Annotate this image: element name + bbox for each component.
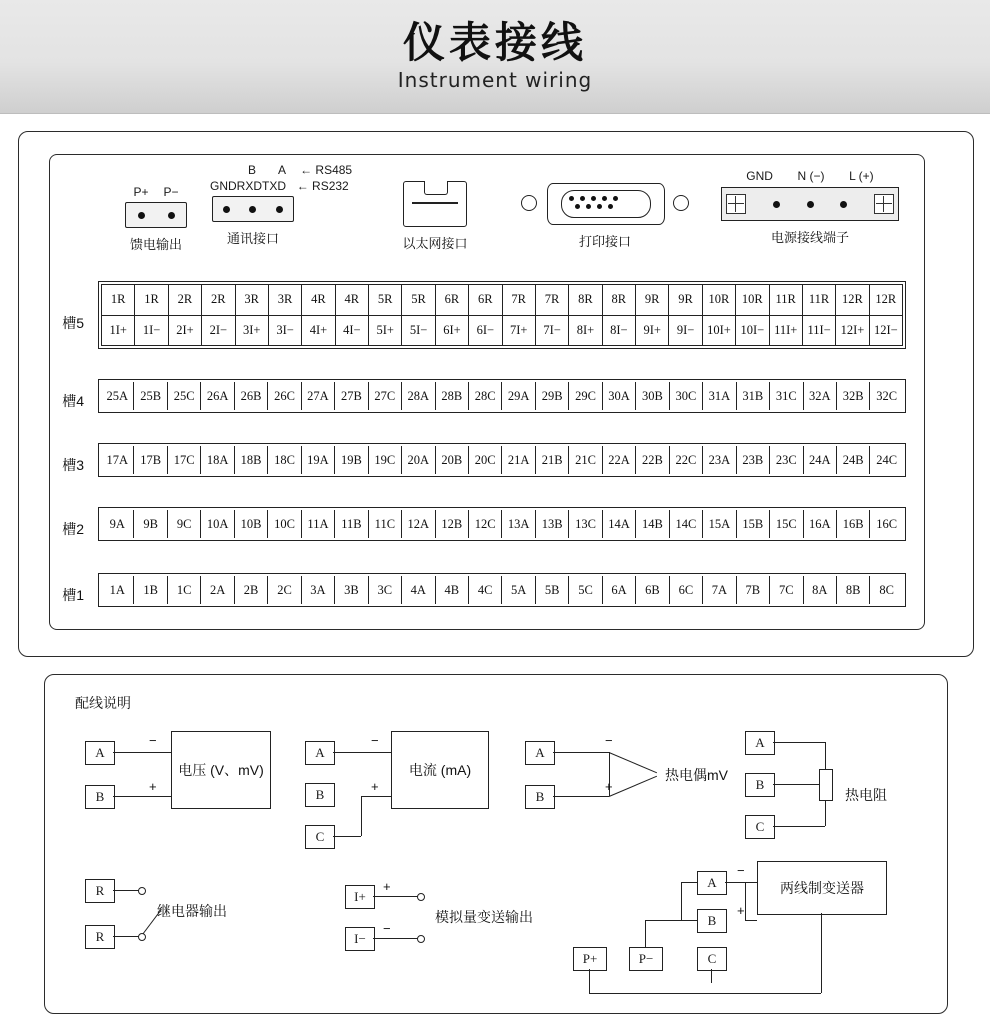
terminal-cell[interactable]: 2A: [201, 576, 234, 604]
twt-sign-plus: +: [737, 903, 745, 918]
terminal-inner-panel: [49, 154, 925, 630]
terminal-cell[interactable]: 15C: [770, 510, 803, 538]
terminal-cell[interactable]: 24C: [876, 452, 898, 467]
wire: [711, 969, 712, 983]
terminal-cell[interactable]: 19A: [302, 446, 335, 474]
current-terminal-c[interactable]: C: [305, 825, 335, 849]
comm-terminal-block[interactable]: [212, 196, 294, 222]
wire: [773, 826, 825, 827]
terminal-cell[interactable]: 23A: [703, 446, 736, 474]
slot3-strip[interactable]: [98, 443, 906, 477]
terminal-cell[interactable]: 3R: [269, 285, 302, 315]
terminal-cell[interactable]: 13B: [536, 510, 569, 538]
current-sign-minus: −: [371, 733, 379, 748]
terminal-cell[interactable]: 26A: [201, 382, 234, 410]
wire: [745, 882, 746, 920]
wire: [645, 920, 646, 947]
analog-sign-minus: −: [383, 921, 391, 936]
terminal-cell[interactable]: 3I+: [236, 316, 269, 346]
terminal-cell[interactable]: 3B: [335, 576, 368, 604]
terminal-cell[interactable]: 18C: [268, 446, 301, 474]
analog-sign-plus: +: [383, 879, 391, 894]
slot4-row: [101, 382, 903, 410]
terminal-cell[interactable]: 11R: [770, 285, 803, 315]
terminal-cell[interactable]: 9I−: [669, 316, 702, 346]
terminal-cell[interactable]: 11B: [335, 510, 368, 538]
terminal-cell[interactable]: 31A: [703, 382, 736, 410]
terminal-cell[interactable]: 12B: [436, 510, 469, 538]
terminal-cell[interactable]: 5A: [502, 576, 535, 604]
terminal-cell[interactable]: 4R: [302, 285, 335, 315]
terminal-cell[interactable]: 2B: [235, 576, 268, 604]
terminal-cell[interactable]: 17C: [168, 446, 201, 474]
slot5-strip[interactable]: [98, 281, 906, 349]
terminal-cell[interactable]: 16A: [804, 510, 837, 538]
terminal-cell[interactable]: 4C: [469, 576, 502, 604]
terminal-cell[interactable]: 19C: [369, 446, 402, 474]
wire: [113, 752, 171, 753]
terminal-cell[interactable]: 7C: [770, 576, 803, 604]
terminal-cell[interactable]: 1A: [101, 576, 134, 604]
wire: [553, 752, 609, 753]
terminal-cell[interactable]: 10R: [703, 285, 736, 315]
terminal-cell[interactable]: 5I−: [402, 316, 435, 346]
wire: [745, 920, 757, 921]
terminal-cell[interactable]: 4R: [336, 285, 369, 315]
terminal-cell[interactable]: 27C: [369, 382, 402, 410]
wiring-title: 配线说明: [75, 695, 131, 711]
wire: [361, 796, 391, 797]
terminal-cell[interactable]: 30C: [670, 382, 703, 410]
terminal-cell[interactable]: 8A: [804, 576, 837, 604]
connector-power-terminal[interactable]: [710, 169, 910, 246]
page-subtitle: Instrument wiring: [397, 67, 593, 92]
terminal-cell[interactable]: 26C: [268, 382, 301, 410]
terminal-cell[interactable]: 28C: [469, 382, 502, 410]
terminal-cell[interactable]: 15B: [737, 510, 770, 538]
terminal-cell[interactable]: 6C: [670, 576, 703, 604]
slot4-label: 槽4: [62, 393, 84, 409]
terminal-cell[interactable]: 2C: [268, 576, 301, 604]
terminal-cell[interactable]: 19B: [335, 446, 368, 474]
terminal-cell[interactable]: 14C: [670, 510, 703, 538]
rs485-label: ← RS485: [300, 163, 353, 177]
terminal-cell[interactable]: 9R: [669, 285, 702, 315]
slot1-row: [101, 576, 903, 604]
feed-terminal-block[interactable]: [125, 202, 187, 228]
terminal-cell[interactable]: 30B: [636, 382, 669, 410]
terminal-cell[interactable]: 5R: [369, 285, 402, 315]
terminal-cell[interactable]: 22C: [670, 446, 703, 474]
terminal-cell[interactable]: 9R: [636, 285, 669, 315]
power-pin-l: L (+): [849, 169, 874, 183]
analog-terminal-im[interactable]: I−: [345, 927, 375, 951]
terminal-cell[interactable]: 4B: [436, 576, 469, 604]
terminal-cell[interactable]: 27A: [302, 382, 335, 410]
analog-terminal-ip[interactable]: I+: [345, 885, 375, 909]
slot5-row-bottom: [102, 316, 902, 346]
power-pin-n: N (−): [797, 169, 825, 183]
terminal-cell[interactable]: 12I+: [836, 316, 869, 346]
terminal-cell[interactable]: 5I+: [369, 316, 402, 346]
terminal-cell[interactable]: 1I−: [135, 316, 168, 346]
wire: [553, 796, 609, 797]
terminal-cell[interactable]: 2I+: [169, 316, 202, 346]
terminal-cell[interactable]: 11I+: [770, 316, 803, 346]
wire: [333, 752, 391, 753]
terminal-cell[interactable]: 29C: [569, 382, 602, 410]
rtd-resistor-icon: [819, 769, 833, 801]
terminal-dot: [773, 201, 780, 208]
terminal-cell[interactable]: 7I+: [503, 316, 536, 346]
terminal-cell[interactable]: 17A: [101, 446, 134, 474]
rtd-terminal-c[interactable]: C: [745, 815, 775, 839]
feed-pin-label-2: P−: [163, 185, 179, 199]
terminal-cell[interactable]: 3A: [302, 576, 335, 604]
connector-feed-output[interactable]: [108, 185, 204, 253]
rs485-annotation-row: [210, 163, 353, 177]
twt-box: 两线制变送器: [757, 861, 887, 915]
terminal-cell[interactable]: 1R: [102, 285, 135, 315]
current-terminal-a[interactable]: A: [305, 741, 335, 765]
comm-pin-gnd: GND: [210, 179, 237, 193]
voltage-terminal-a[interactable]: A: [85, 741, 115, 765]
rs232-label: ← RS232: [296, 179, 349, 193]
twt-terminal-pminus[interactable]: P−: [629, 947, 663, 971]
current-box: 电流 (mA): [391, 731, 489, 809]
slot1-label: 槽1: [62, 587, 84, 603]
terminal-cell[interactable]: 30A: [603, 382, 636, 410]
terminal-cell[interactable]: 9A: [101, 510, 134, 538]
voltage-sign-minus: −: [149, 733, 157, 748]
terminal-dot: [168, 212, 175, 219]
terminal-cell[interactable]: 6R: [436, 285, 469, 315]
page-title: 仪表接线: [402, 19, 587, 67]
wire: [681, 920, 697, 921]
slot5-rows: [101, 284, 903, 346]
slot2-label: 槽2: [62, 521, 84, 537]
terminal-cell[interactable]: 21A: [502, 446, 535, 474]
terminal-cell[interactable]: 4I+: [302, 316, 335, 346]
terminal-cell[interactable]: 23C: [770, 446, 803, 474]
terminal-cell[interactable]: 11C: [369, 510, 402, 538]
terminal-cell[interactable]: 4A: [402, 576, 435, 604]
tc-sign-plus: +: [605, 779, 613, 794]
terminal-cell[interactable]: 31B: [737, 382, 770, 410]
terminal-cell[interactable]: 1R: [135, 285, 168, 315]
terminal-cell[interactable]: 16C: [876, 516, 898, 531]
rtd-terminal-a[interactable]: A: [745, 731, 775, 755]
terminal-cell[interactable]: 23B: [737, 446, 770, 474]
wiring-instructions-panel: [44, 674, 948, 1014]
tc-sign-minus: −: [605, 733, 613, 748]
analog-node: [417, 893, 425, 901]
wire: [773, 742, 825, 743]
terminal-cell[interactable]: 15A: [703, 510, 736, 538]
terminal-cell[interactable]: 13C: [569, 510, 602, 538]
terminal-cell[interactable]: 18B: [235, 446, 268, 474]
terminal-cell[interactable]: 4I−: [336, 316, 369, 346]
terminal-cell[interactable]: 22A: [603, 446, 636, 474]
wire: [681, 882, 697, 883]
terminal-cell[interactable]: 7I−: [536, 316, 569, 346]
terminal-cell[interactable]: 8I+: [569, 316, 602, 346]
printer-label: 打印接口: [578, 234, 631, 249]
power-terminal-block[interactable]: [721, 187, 899, 221]
terminal-cell[interactable]: 14B: [636, 510, 669, 538]
db9-icon: [515, 181, 695, 225]
terminal-cell[interactable]: 3R: [236, 285, 269, 315]
terminal-cell[interactable]: 8B: [837, 576, 870, 604]
current-terminal-b[interactable]: B: [305, 783, 335, 807]
terminal-cell[interactable]: 8R: [569, 285, 602, 315]
terminal-cell[interactable]: 8I−: [603, 316, 636, 346]
wire: [113, 936, 141, 937]
terminal-cell[interactable]: 11A: [302, 510, 335, 538]
terminal-cell[interactable]: 32C: [876, 388, 898, 403]
terminal-cell[interactable]: 17B: [134, 446, 167, 474]
terminal-cell[interactable]: 10I+: [703, 316, 736, 346]
voltage-box: 电压 (V、mV): [171, 731, 271, 809]
terminal-cell[interactable]: 20C: [469, 446, 502, 474]
terminal-cell[interactable]: 6R: [469, 285, 502, 315]
voltage-terminal-b[interactable]: B: [85, 785, 115, 809]
wire: [773, 784, 825, 785]
terminal-cell[interactable]: 28A: [402, 382, 435, 410]
terminal-cell[interactable]: 12R: [875, 292, 897, 307]
slot5-label: 槽5: [62, 315, 84, 331]
analog-output-label: 模拟量变送输出: [435, 909, 533, 925]
terminal-cell[interactable]: 2R: [202, 285, 235, 315]
wire: [821, 913, 822, 993]
terminal-cell[interactable]: 1I+: [102, 316, 135, 346]
terminal-cell[interactable]: 24A: [804, 446, 837, 474]
terminal-cell[interactable]: 12R: [836, 285, 869, 315]
terminal-cell[interactable]: 11I−: [803, 316, 836, 346]
slot4-strip[interactable]: [98, 379, 906, 413]
rtd-terminal-b[interactable]: B: [745, 773, 775, 797]
terminal-cell[interactable]: 8C: [879, 582, 894, 597]
analog-node: [417, 935, 425, 943]
terminal-cell[interactable]: 7R: [503, 285, 536, 315]
thermocouple-label: 热电偶mV: [665, 767, 728, 783]
terminal-cell[interactable]: 3C: [369, 576, 402, 604]
wire: [609, 776, 657, 797]
terminal-panel: [18, 131, 974, 657]
tc-terminal-b[interactable]: B: [525, 785, 555, 809]
terminal-dot: [138, 212, 145, 219]
terminal-cell[interactable]: 25C: [168, 382, 201, 410]
twt-terminal-c[interactable]: C: [697, 947, 727, 971]
terminal-cell[interactable]: 27B: [335, 382, 368, 410]
wire: [333, 836, 361, 837]
wire: [361, 796, 362, 836]
terminal-cell[interactable]: 10R: [736, 285, 769, 315]
screw-icon: [874, 194, 894, 214]
feed-pin-label-1: P+: [133, 185, 149, 199]
page-header: [0, 0, 990, 114]
wire: [645, 920, 681, 921]
terminal-cell[interactable]: 6B: [636, 576, 669, 604]
terminal-cell[interactable]: 7B: [737, 576, 770, 604]
terminal-cell[interactable]: 20A: [402, 446, 435, 474]
twt-sign-minus: −: [737, 863, 745, 878]
terminal-cell[interactable]: 26B: [235, 382, 268, 410]
terminal-cell[interactable]: 10B: [235, 510, 268, 538]
terminal-cell[interactable]: 8R: [603, 285, 636, 315]
rtd-label: 热电阻: [845, 787, 887, 803]
terminal-cell[interactable]: 7R: [536, 285, 569, 315]
terminal-cell[interactable]: 31C: [770, 382, 803, 410]
feed-output-label: 馈电输出: [129, 237, 182, 252]
current-sign-plus: +: [371, 779, 379, 794]
terminal-cell[interactable]: 24B: [837, 446, 870, 474]
terminal-cell[interactable]: 2R: [169, 285, 202, 315]
terminal-cell[interactable]: 3I−: [269, 316, 302, 346]
comm-pin-rxd: RXD: [236, 179, 263, 193]
terminal-cell[interactable]: 5C: [569, 576, 602, 604]
terminal-cell[interactable]: 18A: [201, 446, 234, 474]
slot2-row: [101, 510, 903, 538]
wire: [725, 882, 757, 883]
terminal-cell[interactable]: 25A: [101, 382, 134, 410]
voltage-sign-plus: +: [149, 779, 157, 794]
terminal-cell[interactable]: 29B: [536, 382, 569, 410]
relay-output-label: 继电器输出: [157, 903, 227, 919]
terminal-cell[interactable]: 21C: [569, 446, 602, 474]
terminal-dot: [276, 206, 283, 213]
comm-top-pin-a: A: [278, 163, 286, 177]
terminal-cell[interactable]: 10C: [268, 510, 301, 538]
terminal-cell[interactable]: 13A: [502, 510, 535, 538]
terminal-cell[interactable]: 16B: [837, 510, 870, 538]
wire: [373, 896, 419, 897]
rj45-icon: [403, 181, 467, 227]
terminal-dot: [840, 201, 847, 208]
terminal-cell[interactable]: 25B: [134, 382, 167, 410]
terminal-cell[interactable]: 6I+: [436, 316, 469, 346]
wire: [373, 938, 419, 939]
tc-terminal-a[interactable]: A: [525, 741, 555, 765]
terminal-cell[interactable]: 11R: [803, 285, 836, 315]
connector-ethernet[interactable]: [370, 181, 500, 252]
power-terminal-label: 电源接线端子: [770, 230, 849, 245]
terminal-cell[interactable]: 6I−: [469, 316, 502, 346]
terminal-cell[interactable]: 10A: [201, 510, 234, 538]
terminal-cell[interactable]: 12C: [469, 510, 502, 538]
relay-terminal-1[interactable]: R: [85, 879, 115, 903]
twt-terminal-b[interactable]: B: [697, 909, 727, 933]
connector-row: [50, 155, 924, 275]
relay-terminal-2[interactable]: R: [85, 925, 115, 949]
terminal-cell[interactable]: 32A: [804, 382, 837, 410]
wire: [589, 993, 821, 994]
comm-interface-label: 通讯接口: [226, 231, 279, 246]
relay-node: [138, 933, 146, 941]
terminal-dot: [249, 206, 256, 213]
terminal-cell[interactable]: 5R: [402, 285, 435, 315]
terminal-cell[interactable]: 20B: [436, 446, 469, 474]
terminal-cell[interactable]: 32B: [837, 382, 870, 410]
terminal-cell[interactable]: 9C: [168, 510, 201, 538]
terminal-cell[interactable]: 14A: [603, 510, 636, 538]
connector-comm-interface[interactable]: [210, 163, 353, 247]
terminal-cell[interactable]: 2I−: [202, 316, 235, 346]
terminal-cell[interactable]: 29A: [502, 382, 535, 410]
terminal-dot: [807, 201, 814, 208]
rs232-annotation-row: [210, 179, 350, 193]
terminal-cell[interactable]: 1B: [134, 576, 167, 604]
terminal-cell[interactable]: 10I−: [736, 316, 769, 346]
connector-printer[interactable]: [490, 181, 720, 250]
power-pin-gnd: GND: [746, 169, 773, 183]
wire: [681, 882, 682, 920]
twt-terminal-a[interactable]: A: [697, 871, 727, 895]
wire: [589, 969, 590, 993]
terminal-cell[interactable]: 6A: [603, 576, 636, 604]
wire: [113, 890, 141, 891]
wire: [113, 796, 171, 797]
slot2-strip[interactable]: [98, 507, 906, 541]
terminal-cell[interactable]: 1C: [168, 576, 201, 604]
terminal-cell[interactable]: 28B: [436, 382, 469, 410]
slot3-label: 槽3: [62, 457, 84, 473]
screw-icon: [726, 194, 746, 214]
slot3-row: [101, 446, 903, 474]
terminal-cell[interactable]: 9I+: [636, 316, 669, 346]
wire: [609, 752, 657, 773]
terminal-dot: [223, 206, 230, 213]
terminal-cell[interactable]: 9B: [134, 510, 167, 538]
terminal-cell[interactable]: 7A: [703, 576, 736, 604]
terminal-cell[interactable]: 22B: [636, 446, 669, 474]
slot1-strip[interactable]: [98, 573, 906, 607]
comm-top-pin-b: B: [248, 163, 257, 177]
terminal-cell[interactable]: 12I−: [873, 322, 898, 337]
terminal-cell[interactable]: 21B: [536, 446, 569, 474]
relay-node: [138, 887, 146, 895]
slot5-row-top: [102, 285, 902, 316]
terminal-cell[interactable]: 5B: [536, 576, 569, 604]
comm-pin-txd: TXD: [262, 179, 287, 193]
twt-terminal-pplus[interactable]: P+: [573, 947, 607, 971]
terminal-cell[interactable]: 12A: [402, 510, 435, 538]
ethernet-label: 以太网接口: [402, 236, 468, 251]
